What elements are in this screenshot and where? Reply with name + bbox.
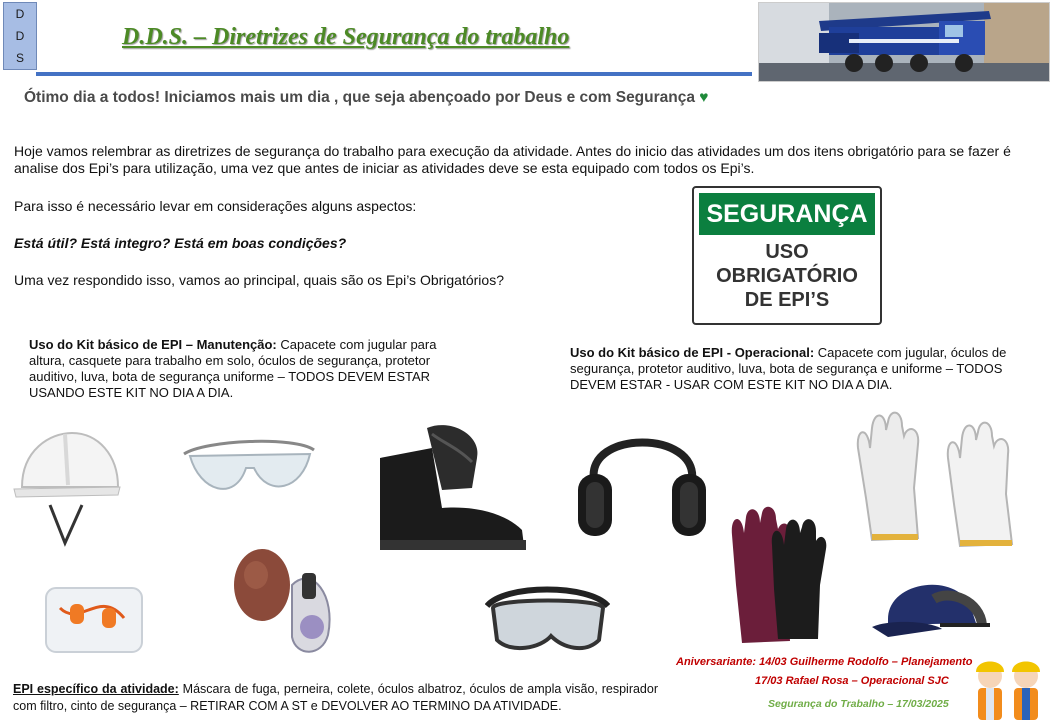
- sign-header: SEGURANÇA: [699, 193, 875, 235]
- greeting-text: Ótimo dia a todos! Iniciamos mais um dia , que seja abençoado por Deus e com Segurança: [24, 89, 695, 106]
- crane-truck-icon: [759, 3, 1049, 81]
- intro-paragraph: Hoje vamos relembrar as diretrizes de segurança do trabalho para execução da atividade. Antes do inicio das atividades um dos itens obrigatório para se fazer é analise dos Epi’s para utilização, uma vez que antes de iniciar as atividades deve se esta equipado com todos os Epi’s.: [14, 143, 1011, 176]
- mandatory-ppe-sign: [692, 186, 882, 325]
- birthday-line-1: Aniversariante: 14/03 Guilherme Rodolfo – Planejamento: [676, 656, 973, 668]
- earplugs-icon: [40, 568, 148, 660]
- page-title: D.D.S. – Diretrizes de Segurança do trabalho: [122, 24, 570, 50]
- epi-specific-label: EPI específico da atividade:: [13, 682, 179, 696]
- chemical-gloves-icon: [722, 505, 830, 647]
- greeting: [24, 89, 709, 107]
- badge-letter: S: [15, 51, 24, 65]
- header-divider: [36, 72, 752, 76]
- ear-muffs-icon: [572, 410, 712, 545]
- sign-body: [699, 240, 875, 312]
- badge-letter: D: [15, 29, 25, 43]
- crane-truck-photo: [758, 2, 1050, 82]
- safety-boot-icon: [372, 418, 532, 558]
- aspects-paragraph: Para isso é necessário levar em considerações alguns aspectos:: [14, 198, 417, 214]
- kit-manutencao-label: Uso do Kit básico de EPI – Manutenção:: [29, 337, 277, 352]
- sign-line: OBRIGATÓRIO: [716, 265, 858, 287]
- kit-manutencao-text: Capacete com jugular para altura, casquete para trabalho em solo, óculos de segurança, protetor auditivo, luva, bota de segurança uniforme – TODOS DEVEM ESTAR USANDO ESTE KIT NO DIA A DIA.: [29, 337, 437, 400]
- bump-cap-icon: [870, 565, 995, 647]
- kit-operacional-label: Uso do Kit básico de EPI - Operacional:: [570, 345, 815, 360]
- sign-line: DE EPI’S: [744, 289, 830, 311]
- goggles-icon: [485, 578, 610, 660]
- green-heart-icon: ♥: [699, 89, 709, 106]
- check-questions: Está útil? Está integro? Está em boas condições?: [14, 235, 347, 251]
- respirator-icon: [232, 545, 342, 663]
- epi-specific-note: [13, 681, 658, 714]
- helmet-icon: [10, 425, 125, 550]
- kit-operacional-text: Capacete com jugular, óculos de segurança, protetor auditivo, luva, bota de segurança e uniforme – TODOS DEVEM ESTAR - USAR COM ESTE KIT NO DIA A DIA.: [570, 345, 1007, 392]
- epi-specific-text: Máscara de fuga, perneira, colete, óculos albatroz, óculos de ampla visão, respirador com filtro, cinto de segurança – RETIRAR COM A ST e DEVOLVER AO TERMINO DA ATIVIDADE.: [13, 682, 658, 713]
- badge-letter: D: [15, 7, 25, 21]
- safety-glasses-icon: [180, 432, 320, 512]
- footer-date: Segurança do Trabalho – 17/03/2025: [768, 698, 949, 710]
- birthday-line-2: 17/03 Rafael Rosa – Operacional SJC: [755, 675, 949, 687]
- safety-mascots-icon: [968, 652, 1048, 722]
- kit-operacional: [570, 345, 1020, 393]
- dds-badge: [3, 2, 37, 70]
- leather-gloves-icon: [848, 408, 1033, 556]
- main-question: Uma vez respondido isso, vamos ao principal, quais são os Epi’s Obrigatórios?: [14, 272, 504, 288]
- sign-line: USO: [765, 241, 809, 263]
- kit-manutencao: [29, 337, 459, 401]
